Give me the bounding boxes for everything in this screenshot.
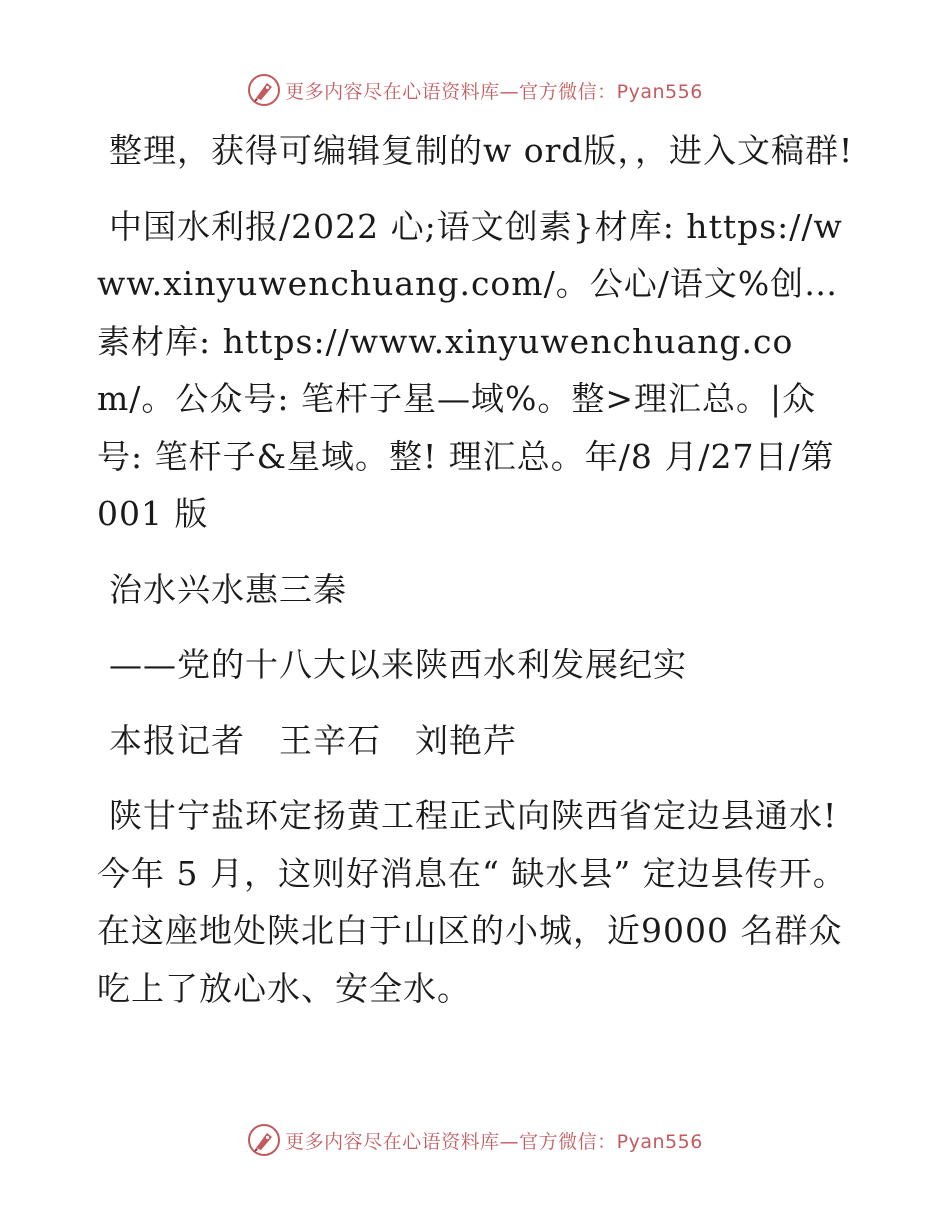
footer-watermark <box>0 1122 950 1158</box>
header-watermark <box>0 72 950 108</box>
watermark-text: 更多内容尽在心语资料库—官方微信：Pyan556 <box>285 1130 703 1153</box>
article-byline <box>97 712 857 770</box>
article-title <box>97 561 857 619</box>
paragraph-intro <box>97 122 857 180</box>
article-subtitle <box>97 636 857 694</box>
document-body <box>97 122 857 1035</box>
article-subtitle-text: ——党的十八大以来陕西水利发展纪实 <box>109 645 687 684</box>
paragraph-source-text: 中国水利报/2022 心;语文创素}材库: https://www.xinyuwenchuang.com/。公心/语文%创…素材库: https://www.xinyuwenchuang.com/。公众号: 笔杆子星—域%。整>理汇总。|众号: 笔杆子&星域。整! 理汇总。年/8 月/27日/第 001 版 <box>97 206 843 533</box>
paragraph-intro-text: 整理，获得可编辑复制的w ord版，，进入文稿群! <box>109 131 854 170</box>
paragraph-body <box>97 787 857 1017</box>
pen-nib-logo-icon <box>247 1123 281 1157</box>
article-title-text: 治水兴水惠三秦 <box>109 569 347 609</box>
article-byline-text: 本报记者 王辛石 刘艳芹 <box>109 720 517 760</box>
paragraph-source <box>97 198 857 543</box>
paragraph-body-text: 陕甘宁盐环定扬黄工程正式向陕西省定边县通水! 今年 5 月，这则好消息在“ 缺水县” 定边县传开。在这座地处陕北白于山区的小城，近9000 名群众吃上了放心水、安全水。 <box>97 796 847 1008</box>
watermark-text: 更多内容尽在心语资料库—官方微信：Pyan556 <box>285 80 703 103</box>
pen-nib-logo-icon <box>247 73 281 107</box>
